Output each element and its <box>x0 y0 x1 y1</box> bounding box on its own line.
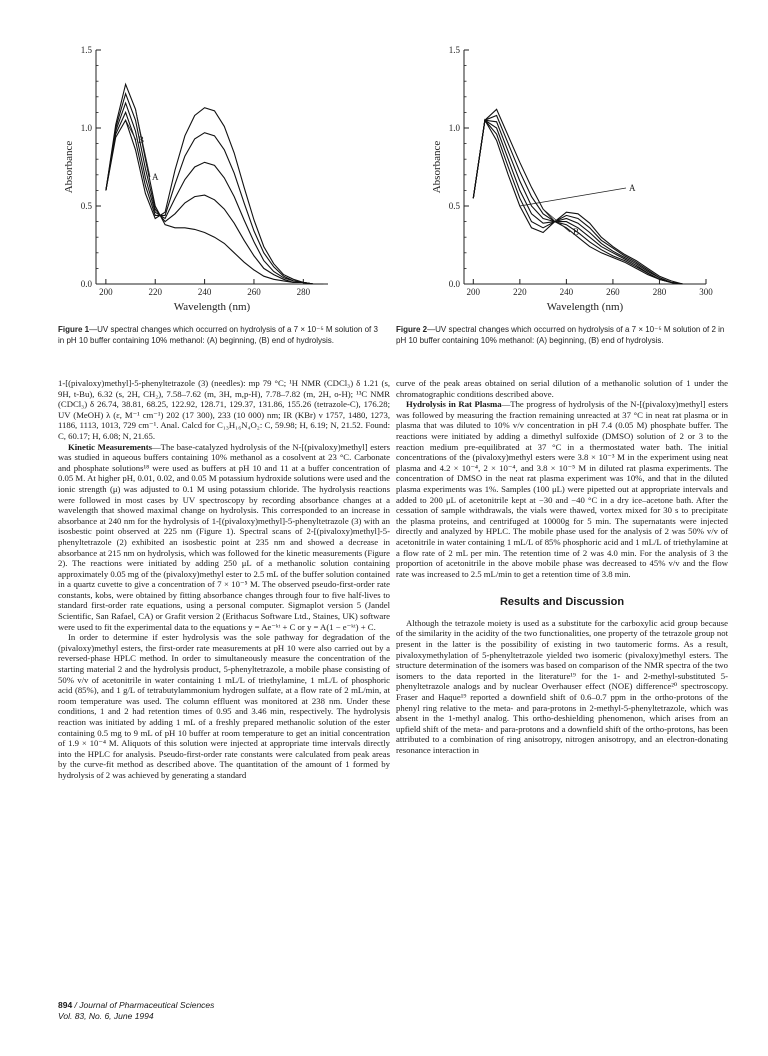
right-text-column <box>396 378 728 756</box>
rat-plasma-heading: Hydrolysis in Rat Plasma <box>406 399 502 410</box>
figure-1-caption-text: —UV spectral changes which occurred on hydrolysis of a 7 × 10⁻⁵ M solution of 3 in pH 10 buffer containing 10% methanol: (A) beginning, (B) end of hydrolysis. <box>58 325 378 345</box>
fig2-x-tick-label: 300 <box>699 287 713 297</box>
figure-2-caption <box>396 324 726 346</box>
fig2-spectrum-line-4 <box>473 120 682 284</box>
standard-curve-paragraph: curve of the peak areas obtained on serial dilution of a methanolic solution of 1 under the chromatographic conditions described above. <box>396 378 728 399</box>
fig1-annotation-a: A <box>152 172 159 182</box>
fig2-x-tick-label: 220 <box>513 287 527 297</box>
fig1-x-axis-label: Wavelength (nm) <box>173 301 251 313</box>
page-number: 894 <box>58 1000 73 1010</box>
fig1-y-tick-label: 1.5 <box>80 45 92 55</box>
fig2-y-axis-label: Absorbance <box>431 140 443 194</box>
page-footer <box>58 1000 214 1022</box>
fig1-spectrum-line-3 <box>106 103 323 284</box>
fig1-y-tick-label: 0.5 <box>80 201 92 211</box>
kinetic-measurements-text: —The base-catalyzed hydrolysis of the N-[(pivaloxy)methyl] esters was studied in aqueous buffers containing 10% methanol as a cosolvent at 23 °C. Carbonate and phosphate solutions¹⁸ were used as buffers at pH 10 and 11 at a buffer concentration of 0.05 M. At higher pH, 0.01, 0.02, and 0.05 M potassium hydroxide solutions were used and the ionic strength (μ) was adjusted to 0.1 M using potassium chloride. The hydrolysis reactions were followed in most cases by UV spectroscopy by recording absorbance changes at a wavelength that showed maximal change on hydrolysis. This corresponded to an increase in absorbance at 240 nm for the hydrolysis of 1-[(pivaloxy)methyl]-5-phenyltetrazole (3) with an isosbestic point observed at 225 nm (Figure 1). Spectral scans of 2-[(pivaloxy)methyl]-5-phenyltetrazole (2) exhibited an isosbestic point at 235 nm and showed a decrease in absorbance at 215 nm on hydrolysis, which was followed for the kinetic measurements (Figure 2). The reactions were initiated by adding 250 μL of a methanolic solution containing approximately 0.05 mg of the (pivaloxy)methyl ester to 2.5 mL of the buffer solution contained in a quartz cuvette to give a concentration of 7 × 10⁻⁵ M. The observed pseudo-first-order rate constants, kobs, were obtained by fitting absorbance changes through four to five half-lives to standard first-order rate equations, using a personal computer. Sigmaplot version 5 (Jandel Scientific, San Rafael, CA) or Grafit version 2 (Erithacus Software Ltd., Staines, UK) software were used to fit the experimental data to the equations y = Ae⁻ᵏᵗ + C or y = A(1 − e⁻ᵏᵗ) + C. <box>58 441 390 632</box>
kinetic-measurements-paragraph <box>58 442 390 633</box>
results-paragraph: Although the tetrazole moiety is used as a substitute for the carboxylic acid group because of the similarity in the acidity of the two functionalities, one property of the tetrazole group not present in the latter is the possibility of existing in two tautomeric forms. As a result, pivaloxymethylation of 5-phenyltetrazole yielded two isomeric (pivaloxy)methyl esters. The structure determination of the isomers was based on comparison of the NMR spectra of the two isomers to the data reported in the literature¹⁹ for the 1- and 2-methyl-substituted 5-phenyltetrazole analogs and by nuclear Overhauser effect (NOE) difference²⁰ spectroscopy. Fraser and Haque¹⁹ reported a downfield shift of 0.6–0.7 ppm in the ortho-protons of the phenyl ring relative to the meta- and para-protons in 2-methyl-5-phenyltetrazole, which was absent in the 1-methyl analog. This ortho-deshielding phenomenon, which arises from an upfield shift of the meta- and para-protons and a downfield shift of the ortho-protons, has been attributed to a combination of ring anisotropy, nitrogen anisotropy, and an electron-donating resonance interaction in <box>396 617 728 755</box>
fig2-y-tick-label: 1.0 <box>448 123 460 133</box>
left-text-column <box>58 378 390 781</box>
figure-1-caption-label: Figure 1 <box>58 325 90 334</box>
journal-name: / Journal of Pharmaceutical Sciences <box>72 1000 215 1010</box>
fig2-y-tick-label: 0.0 <box>448 279 460 289</box>
fig2-x-tick-label: 280 <box>652 287 667 297</box>
fig2-x-axis-label: Wavelength (nm) <box>546 301 624 313</box>
hplc-method-paragraph: In order to determine if ester hydrolysis was the sole pathway for degradation of the (pivaloxy)methyl esters, the first-order rate measurements at pH 10 were also carried out by a reversed-phase HPLC method. In order to simultaneously measure the concentration of the starting material 2 and the hydrolysis product, 5-phenyltetrazole, a mobile phase consisting of 50% v/v of acetonitrile in water containing 1 mL/L of triethylamine, 1 mL/L of phosphoric acid (85%), and 1 g/L of tetrabutylammonium hydrogen sulfate, at a flow rate of 2 mL/min, at room temperature was used. The column effluent was monitored at 238 nm. Under these conditions, 1 and 2 had retention times of 0.95 and 3.46 min, respectively. The hydrolysis reaction was initiated by adding 1 mL of a freshly prepared methanolic solution of the ester containing 0.5 mg to 9 mL of pH 10 buffer at room temperature to get an initial concentration of 1.9 × 10⁻⁴ M. Aliquots of this solution were injected at appropriate time intervals directly into the HPLC for analysis. Pseudo-first-order rate constants were calculated from peak areas by the curve-fit method as described above. The quantitation of the amount of 1 formed by hydrolysis of 2 was achieved by generating a standard <box>58 632 390 780</box>
fig2-x-tick-label: 200 <box>466 287 481 297</box>
fig2-spectrum-line-2 <box>473 116 682 285</box>
fig2-annotation-b: B <box>573 227 580 237</box>
footer-volume: Vol. 83, No. 6, June 1994 <box>58 1011 154 1021</box>
figure-2-caption-label: Figure 2 <box>396 325 428 334</box>
fig1-annotation-b: B <box>138 135 145 145</box>
results-discussion-heading: Results and Discussion <box>499 596 625 609</box>
figure-2-caption-text: —UV spectral changes which occurred on hydrolysis of a 7 × 10⁻⁵ M solution of 2 in pH 10 buffer containing 10% methanol: (A) beginning, (B) end of hydrolysis. <box>396 325 725 345</box>
figure-2-chart <box>420 36 720 316</box>
fig2-x-tick-label: 240 <box>559 287 574 297</box>
compound-3-characterization: 1-[(pivaloxy)methyl]-5-phenyltetrazole (3) (needles): mp 79 °C; ¹H NMR (CDCl₃) δ 1.21 (s, 9H, t-Bu), 6.32 (s, 2H, CH₂), 7.58–7.62 (m, 3H, m,p-H), 7.78–7.82 (m, 2H, o-H); ¹³C NMR (CDCl₃) δ 26.74, 38.81, 68.25, 122.92, 128.71, 129.37, 131.86, 155.26 (tetrazole-C), 176.28; UV (MeOH) λ (ε, M⁻¹ cm⁻¹) 202 (17 300), 233 (10 000) nm; IR (KBr) ν 1757, 1480, 1273, 1186, 1113, 1013, 729 cm⁻¹. Anal. Calcd for C₁₃H₁₆N₄O₂: C, 59.98; H, 6.19; N, 21.52. Found: C, 60.17; H, 6.08; N, 21.65. <box>58 378 390 441</box>
fig2-y-tick-label: 1.5 <box>448 45 460 55</box>
figure-1-chart <box>52 36 348 316</box>
fig1-x-tick-label: 200 <box>99 287 113 297</box>
fig1-x-tick-label: 240 <box>197 287 212 297</box>
rat-plasma-text: —The progress of hydrolysis of the N-[(pivaloxy)methyl] esters was followed by measuring the fraction remaining unreacted at 37 °C in neat rat plasma or in plasma that was diluted to 10% v/v concentration in pH 7.4 (0.05 M) phosphate buffer. The reactions were initiated by adding a dimethyl sulfoxide (DMSO) solution of 2 or 3 to the reaction medium pre-equilibrated at 37 °C in a thermostated water bath. The initial concentrations of the (pivaloxy)methyl esters were 3.8 × 10⁻³ M in the experiment using neat plasma and 4.2 × 10⁻⁴, 2 × 10⁻⁴, and 3.8 × 10⁻⁵ M in diluted rat plasma experiments. The concentration of DMSO in the neat rat plasma experiment was 10%, and that in the diluted plasma experiments was 1%. Samples (100 μL) were pipetted out at appropriate intervals and added to 200 μL of acetonitrile kept at −30 and −40 °C in a dry ice–acetone bath. After the cessation of sample withdrawals, the vials were thawed, vortex mixed for 30 s to precipitate the plasma proteins, and centrifuged at 10000g for 5 min. The supernatants were injected directly and analyzed by HPLC. The mobile phase used for the analysis of 2 was 50% v/v of acetonitrile in water containing 1 mL/L of 85% phosphoric acid and 1 mL/L of triethylamine at a flow rate of 2 mL per min. The retention time of 2 was 4.0 min. For the analysis of 3 the proportion of acetonitrile in the above mobile phase was decreased to 45% v/v and the flow rate was increased to 2.5 mL/min to get a retention time of 3.8 min. <box>396 399 728 579</box>
fig2-annotation-a: A <box>629 183 636 193</box>
fig1-x-tick-label: 220 <box>148 287 162 297</box>
fig1-spectrum-line-1 <box>106 84 323 284</box>
fig2-annotation-line-a <box>520 188 626 206</box>
fig2-x-tick-label: 260 <box>606 287 620 297</box>
fig2-spectrum-line-6 <box>473 120 682 284</box>
fig2-spectrum-line-5 <box>473 120 682 284</box>
fig1-x-tick-label: 280 <box>296 287 311 297</box>
fig1-y-tick-label: 1.0 <box>80 123 92 133</box>
rat-plasma-paragraph <box>396 399 728 579</box>
figure-1-caption <box>58 324 384 346</box>
fig1-x-tick-label: 260 <box>247 287 261 297</box>
fig1-y-axis-label: Absorbance <box>63 140 75 194</box>
fig1-y-tick-label: 0.0 <box>80 279 92 289</box>
footer-journal-line <box>58 1000 214 1011</box>
fig2-y-tick-label: 0.5 <box>448 201 460 211</box>
kinetic-measurements-heading: Kinetic Measurements <box>68 441 152 452</box>
fig2-spectrum-line-3 <box>473 120 682 284</box>
